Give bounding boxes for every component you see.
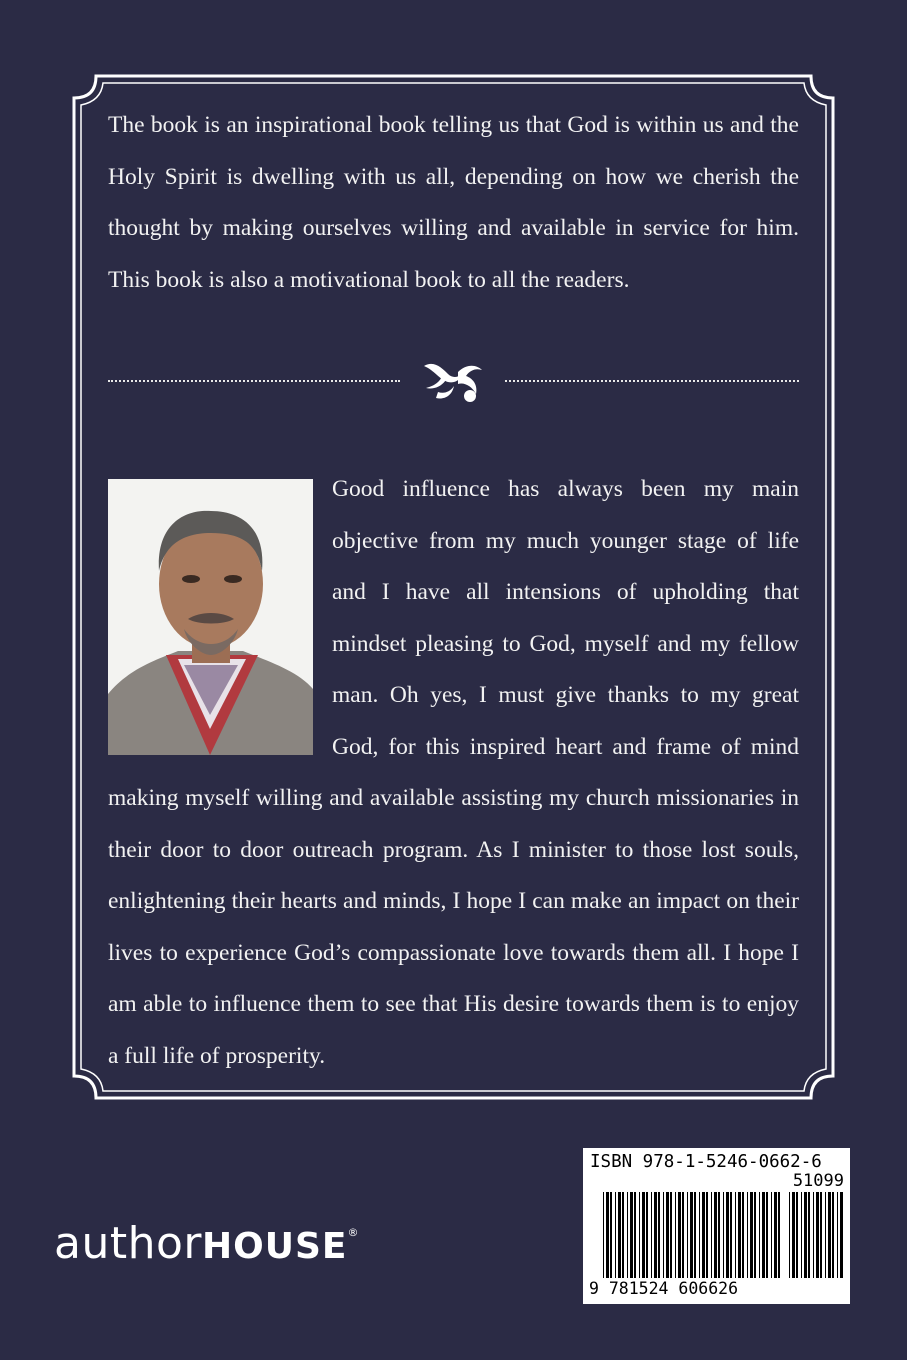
barcode-bar: [759, 1192, 760, 1278]
barcode-bar: [642, 1192, 645, 1278]
barcode-bar: [747, 1192, 748, 1278]
barcode-bar: [825, 1192, 826, 1278]
barcode-bar: [651, 1192, 652, 1278]
barcode-bar: [742, 1192, 744, 1278]
barcode-bar: [682, 1192, 684, 1278]
barcode-bar: [738, 1192, 741, 1278]
photo-spacer: [108, 464, 313, 773]
barcode-bar: [702, 1192, 705, 1278]
barcode-bar: [618, 1192, 621, 1278]
barcode-bar: [778, 1192, 780, 1278]
barcode-bar: [610, 1192, 612, 1278]
barcode-bar: [723, 1192, 724, 1278]
barcode-bar: [646, 1192, 648, 1278]
barcode-bar: [789, 1192, 790, 1278]
barcode-bar: [634, 1192, 636, 1278]
addon-barcode-bars: [789, 1192, 845, 1284]
barcode-bar: [828, 1192, 831, 1278]
barcode-bar: [820, 1192, 822, 1278]
barcode-bar: [678, 1192, 681, 1278]
barcode-bar: [730, 1192, 732, 1278]
barcode-bar: [801, 1192, 802, 1278]
barcode-bar: [813, 1192, 814, 1278]
barcode-bar: [699, 1192, 700, 1278]
barcode-bar: [687, 1192, 688, 1278]
book-blurb: The book is an inspirational book telling us that God is within us and the Holy Spirit is dwelling with us all, depending on how we cherish the thought by making ourselves willing and available in service for him. This book is also a motivational book to all the readers.: [108, 112, 799, 293]
barcode-bar: [840, 1192, 843, 1278]
barcode-bar: [658, 1192, 660, 1278]
publisher-logo: [54, 1218, 358, 1269]
barcode-bar: [766, 1192, 768, 1278]
registered-mark: ®: [347, 1226, 359, 1239]
barcode-bar: [603, 1192, 604, 1278]
barcode-bar: [718, 1192, 720, 1278]
isbn-text: ISBN 978-1-5246-0662-6: [590, 1152, 822, 1172]
ean-number: 9 781524 606626: [589, 1279, 845, 1299]
barcode-bar: [774, 1192, 777, 1278]
barcode-bar: [726, 1192, 729, 1278]
barcode-bar: [796, 1192, 798, 1278]
barcode-bar: [771, 1192, 772, 1278]
barcode-bar: [837, 1192, 838, 1278]
barcode-bar: [627, 1192, 628, 1278]
barcode-bar: [714, 1192, 717, 1278]
barcode-bar: [694, 1192, 696, 1278]
barcode-bar: [675, 1192, 676, 1278]
barcode-bar: [654, 1192, 657, 1278]
barcode-bar: [706, 1192, 708, 1278]
barcode-bar: [615, 1192, 616, 1278]
barcode-bar: [754, 1192, 756, 1278]
barcode-bar: [666, 1192, 669, 1278]
barcode-bar: [832, 1192, 834, 1278]
barcode-bar: [762, 1192, 765, 1278]
barcode-bar: [750, 1192, 753, 1278]
barcode-bar: [804, 1192, 807, 1278]
author-bio: [108, 464, 799, 1082]
barcode-bar: [663, 1192, 664, 1278]
barcode-bar: [711, 1192, 712, 1278]
barcode-bar: [639, 1192, 640, 1278]
barcode-bar: [792, 1192, 795, 1278]
barcode-bar: [735, 1192, 736, 1278]
barcode-bar: [622, 1192, 624, 1278]
barcode-bars: [603, 1192, 781, 1284]
dotted-divider-left: [108, 380, 400, 382]
barcode-bar: [808, 1192, 810, 1278]
barcode-bar: [690, 1192, 693, 1278]
barcode-bar: [606, 1192, 609, 1278]
price-code: 51099: [792, 1171, 844, 1191]
publisher-logo-author: author: [54, 1218, 202, 1269]
publisher-logo-house: HOUSE: [202, 1226, 348, 1267]
barcode-bar: [670, 1192, 672, 1278]
barcode-bar: [816, 1192, 819, 1278]
author-bio-text: Good influence has always been my main objective from my much younger stage of life and I have all intensions of upholding that mindset pleasing to God, myself and my fellow man. Oh yes, I must give thanks to my great God, for this inspired heart and frame of mind making myself willing and available assisting my church missionaries in their door to door outreach program. As I minister to those lost souls, enlightening their hearts and minds, I hope I can make an impact on their lives to experience God’s compassionate love towards them all. I hope I am able to influence them to see that His desire towards them is to enjoy a full life of prosperity.: [108, 476, 799, 1069]
fleuron-icon: [418, 356, 488, 404]
barcode-bar: [630, 1192, 633, 1278]
dotted-divider-right: [505, 380, 799, 382]
isbn-barcode: [583, 1148, 850, 1304]
